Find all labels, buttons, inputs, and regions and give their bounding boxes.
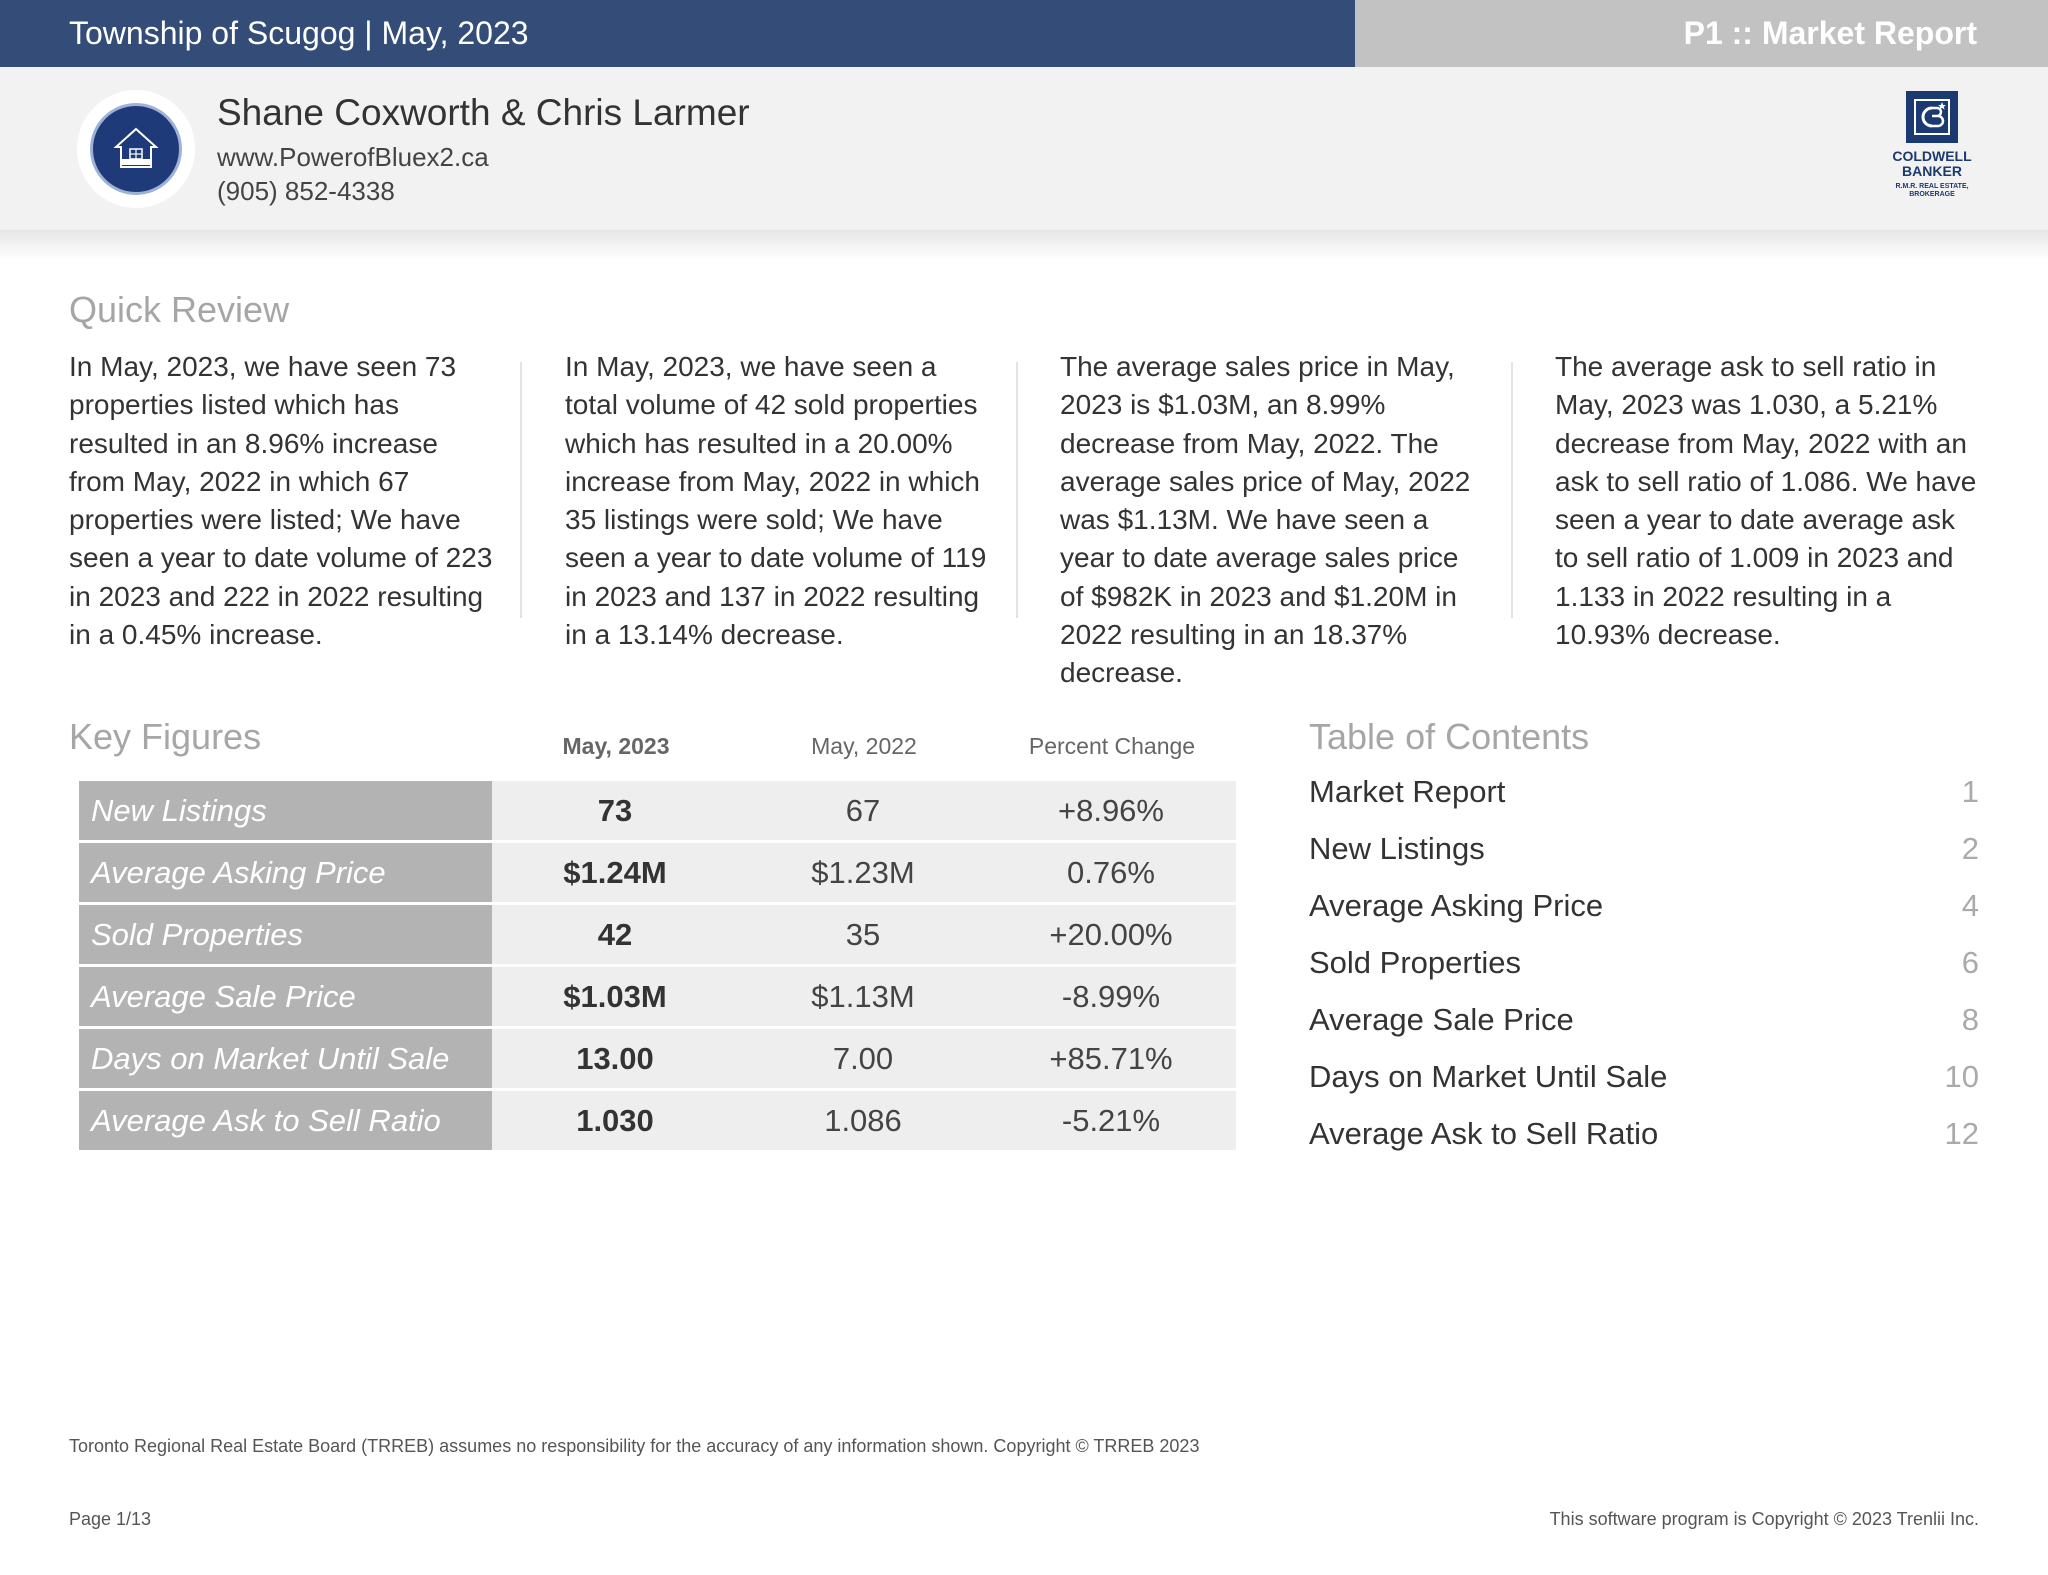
- previous-value: 67: [845, 792, 881, 828]
- page-number: Page 1/13: [69, 1509, 152, 1529]
- review-paragraph-listings: In May, 2023, we have seen 73 properties listed which has resulted in an 8.96% increase from May, 2022 in which 67 properties were listed; We have seen a year to date volume of 223 in 2023 and 222 in 2022 resulting in a 0.45% increase.: [69, 351, 493, 651]
- toc-item-page: 1: [1961, 774, 1979, 809]
- toc-item[interactable]: [1309, 886, 1979, 926]
- toc-title: Table of Contents: [1309, 716, 1590, 757]
- previous-value: $1.13M: [811, 978, 915, 1014]
- banner-title: Township of Scugog | May, 2023: [69, 15, 529, 51]
- row-label: Average Asking Price: [79, 843, 492, 902]
- toc-item[interactable]: [1309, 1057, 1979, 1097]
- key-figure-row: [79, 967, 1236, 1026]
- column-header-change: Percent Change: [1028, 733, 1196, 759]
- toc-item-label: Average Ask to Sell Ratio: [1309, 1116, 1659, 1151]
- percent-change: -8.99%: [1061, 978, 1161, 1014]
- row-label: Average Sale Price: [79, 967, 492, 1026]
- column-divider: [520, 362, 522, 618]
- toc-item-page: 8: [1961, 1002, 1979, 1037]
- percent-change: -5.21%: [1061, 1102, 1161, 1138]
- toc-item[interactable]: [1309, 943, 1979, 983]
- key-figure-row: [79, 781, 1236, 840]
- current-value: 73: [597, 792, 633, 828]
- percent-change: +20.00%: [1049, 916, 1173, 952]
- toc-item[interactable]: [1309, 829, 1979, 869]
- column-header-current: May, 2023: [562, 733, 670, 759]
- current-value: $1.03M: [563, 978, 667, 1014]
- row-label: Average Ask to Sell Ratio: [79, 1091, 492, 1150]
- review-paragraph-sale-price: The average sales price in May, 2023 is $1.03M, an 8.99% decrease from May, 2022. The average sales price of May, 2022 was $1.13M. We have seen a year to date average sales price of $982K in 2023 and $1.20M in 2022 resulting in an 18.37% decrease.: [1060, 351, 1471, 689]
- current-value: 1.030: [576, 1102, 654, 1138]
- key-figure-row: [79, 1091, 1236, 1150]
- coldwell-banker-logo: [1884, 91, 1980, 206]
- column-header-previous: May, 2022: [811, 733, 917, 759]
- toc-item[interactable]: [1309, 1114, 1979, 1154]
- column-divider: [1511, 362, 1513, 618]
- agent-phone: (905) 852-4338: [217, 176, 395, 206]
- toc-item-page: 2: [1961, 831, 1979, 866]
- key-figure-row: [79, 1029, 1236, 1088]
- percent-change: 0.76%: [1067, 854, 1155, 890]
- previous-value: 35: [845, 916, 881, 952]
- toc-item[interactable]: [1309, 1000, 1979, 1040]
- brand-subtitle: [1895, 183, 1968, 199]
- brand-sub-line2: BROKERAGE: [1909, 191, 1955, 198]
- previous-value: 1.086: [824, 1102, 902, 1138]
- row-label: Sold Properties: [79, 905, 492, 964]
- banner-page-label: P1 :: Market Report: [1683, 15, 1977, 51]
- toc-item-label: New Listings: [1309, 831, 1485, 866]
- toc-item-page: 4: [1961, 888, 1979, 923]
- brand-name-line2: BANKER: [1902, 163, 1962, 179]
- toc-item[interactable]: [1309, 772, 1979, 812]
- toc-item-page: 12: [1944, 1116, 1979, 1151]
- toc-item-page: 10: [1944, 1059, 1979, 1094]
- toc-item-page: 6: [1961, 945, 1979, 980]
- agent-name: Shane Coxworth & Chris Larmer: [217, 92, 750, 133]
- brand-name-line1: COLDWELL: [1892, 148, 1972, 164]
- top-banner: [0, 0, 2048, 67]
- toc-item-label: Sold Properties: [1309, 945, 1521, 980]
- review-paragraph-ask-ratio: The average ask to sell ratio in May, 2023 was 1.030, a 5.21% decrease from May, 2022 with an ask to sell ratio of 1.086. We have seen a year to date average ask to sell ratio of 1.009 in 2023 and 1.133 in 2022 resulting in a 10.93% decrease.: [1555, 351, 1977, 651]
- current-value: 42: [597, 916, 633, 952]
- current-value: $1.24M: [563, 854, 667, 890]
- toc-item-label: Market Report: [1309, 774, 1506, 809]
- copyright-text: This software program is Copyright © 2023 Trenlii Inc.: [1549, 1509, 1979, 1529]
- agent-website-link[interactable]: www.PowerofBluex2.ca: [217, 142, 489, 172]
- review-paragraph-sold: In May, 2023, we have seen a total volume of 42 sold properties which has resulted in a 20.00% increase from May, 2022 in which 35 listings were sold; We have seen a year to date volume of 119 in 2023 and 137 in 2022 resulting in a 13.14% decrease.: [565, 351, 987, 651]
- current-value: 13.00: [576, 1040, 654, 1076]
- percent-change: +85.71%: [1049, 1040, 1173, 1076]
- percent-change: +8.96%: [1057, 792, 1164, 828]
- toc-item-label: Average Asking Price: [1309, 888, 1604, 923]
- key-figures-title: Key Figures: [69, 716, 262, 757]
- banner-title-area: [0, 0, 1355, 67]
- toc-item-label: Average Sale Price: [1309, 1002, 1574, 1037]
- key-figure-row: [79, 843, 1236, 902]
- house-logo-icon: [90, 103, 182, 195]
- quick-review-title: Quick Review: [69, 289, 290, 330]
- previous-value: 7.00: [832, 1040, 894, 1076]
- agent-logo: [77, 90, 195, 208]
- brand-sub-line1: R.M.R. REAL ESTATE,: [1895, 183, 1969, 190]
- cb-monogram-icon: [1906, 91, 1958, 143]
- brand-name: [1892, 149, 1971, 179]
- disclaimer-text: Toronto Regional Real Estate Board (TRREB) assumes no responsibility for the accuracy of any information shown. Copyright © TRREB 2023: [69, 1436, 1200, 1456]
- toc-item-label: Days on Market Until Sale: [1309, 1059, 1668, 1094]
- row-label: Days on Market Until Sale: [79, 1029, 492, 1088]
- banner-page-area: [1355, 0, 2048, 67]
- key-figure-row: [79, 905, 1236, 964]
- column-divider: [1016, 362, 1018, 618]
- header-shadow: [0, 230, 2048, 260]
- row-label: New Listings: [79, 781, 492, 840]
- previous-value: $1.23M: [811, 854, 915, 890]
